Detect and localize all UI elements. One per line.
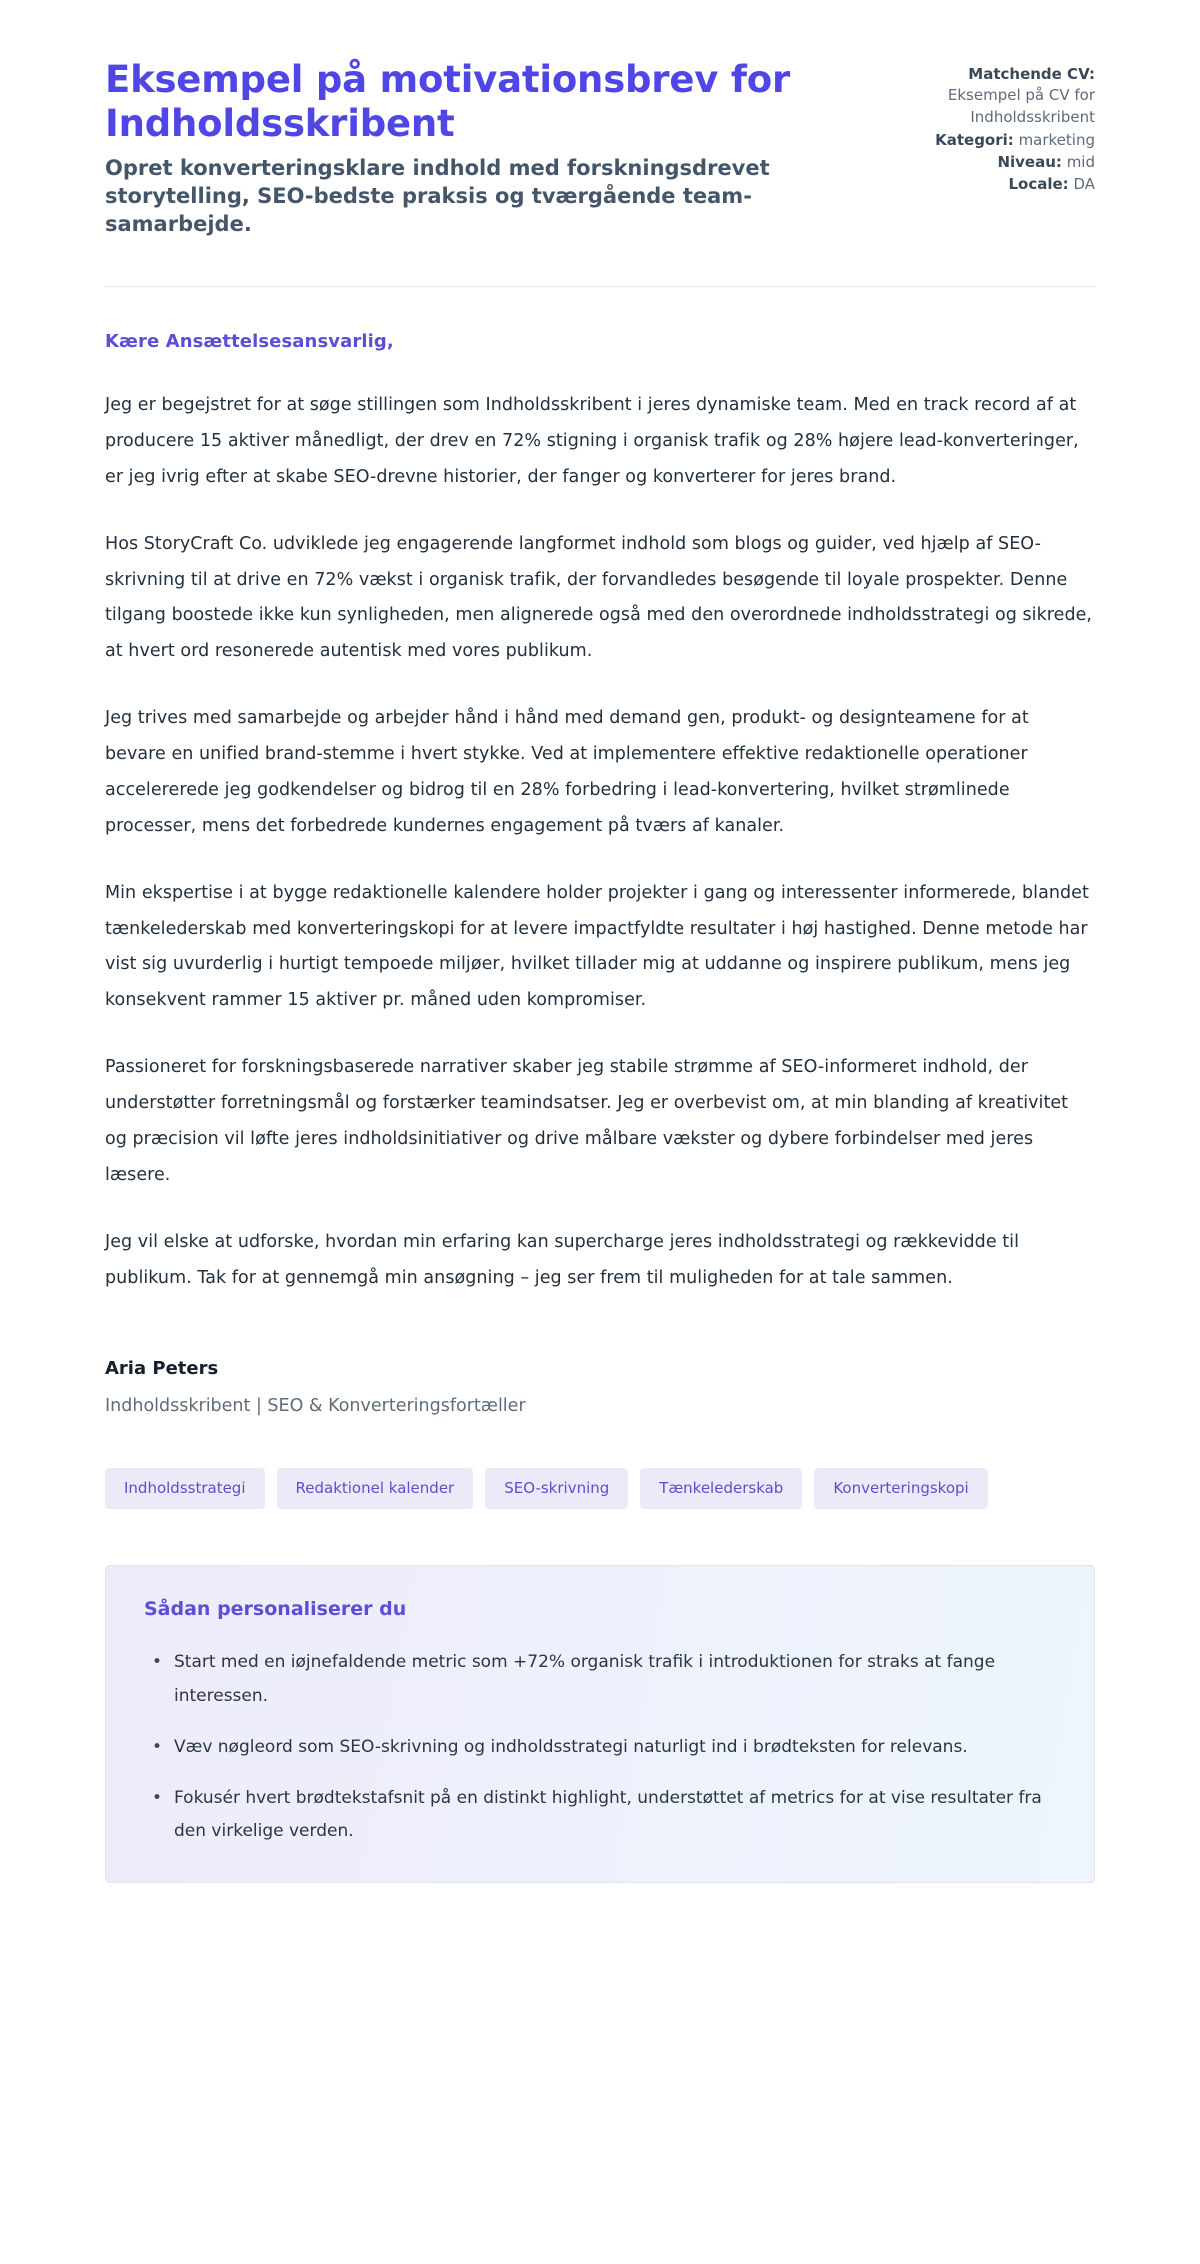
tips-list-item: • Væv nøgleord som SEO-skrivning og indholdsstrategi naturligt ind i brødteksten for relevans. bbox=[144, 1731, 1056, 1764]
skill-tag[interactable]: Indholdsstrategi bbox=[105, 1468, 265, 1509]
skill-tag[interactable]: Konverteringskopi bbox=[814, 1468, 987, 1509]
meta-level-label: Niveau: bbox=[997, 153, 1062, 172]
meta-category bbox=[845, 130, 1095, 151]
personalization-tips-panel bbox=[105, 1565, 1095, 1883]
meta-category-label: Kategori: bbox=[935, 130, 1014, 149]
tips-panel-title: Sådan personaliserer du bbox=[144, 1598, 407, 1621]
skill-tag-list bbox=[105, 1468, 1095, 1509]
header-title-block bbox=[105, 58, 805, 239]
signature-name: Aria Peters bbox=[105, 1358, 219, 1380]
letter-paragraph: Jeg vil elske at udforske, hvordan min erfaring kan supercharge jeres indholdsstrategi og rækkevidde til publikum. Tak for at gennemgå min ansøgning – jeg ser frem til muligheden for at tale sammen. bbox=[105, 1231, 1019, 1288]
document-metadata bbox=[845, 58, 1095, 197]
meta-locale-label: Locale: bbox=[1008, 175, 1069, 194]
signature-block bbox=[105, 1358, 1095, 1416]
letter-paragraph: Min ekspertise i at bygge redaktionelle kalendere holder projekter i gang og interessenter informerede, blandet tænkelederskab med konverteringskopi for at levere impactfyldte resultater i høj hastighed. Denne metode har vist sig uvurderlig i hurtigt tempoede miljøer, hvilket tillader mig at uddanne og inspirere publikum, mens jeg konsekvent rammer 15 aktiver pr. måned uden kompromiser. bbox=[105, 882, 1089, 1011]
skill-tag[interactable]: SEO-skrivning bbox=[485, 1468, 628, 1509]
meta-matching-cv-value: Eksempel på CV for Indholdsskribent bbox=[947, 86, 1095, 126]
letter-paragraph: Jeg er begejstret for at søge stillingen som Indholdsskribent i jeres dynamiske team. Med en track record af at producere 15 aktiver månedligt, der drev en 72% stigning i organisk trafik og 28% højere lead-konverteringer, er jeg ivrig efter at skabe SEO-drevne historier, der fanger og konverterer for jeres brand. bbox=[105, 395, 1079, 487]
letter-paragraph: Hos StoryCraft Co. udviklede jeg engagerende langformet indhold som blogs og guider, ved hjælp af SEO-skrivning til at drive en 72% vækst i organisk trafik, der forvandledes besøgende til loyale prospekter. Denne tilgang boostede ikke kun synligheden, men alignerede også med den overordnede indholdsstrategi og sikrede, at hvert ord resonerede autentisk med vores publikum. bbox=[105, 533, 1093, 662]
meta-locale bbox=[845, 174, 1095, 195]
signature-role: Indholdsskribent | SEO & Konverteringsfortæller bbox=[105, 1396, 526, 1417]
meta-matching-cv-label: Matchende CV: bbox=[968, 65, 1095, 83]
meta-level-value: mid bbox=[1066, 153, 1095, 172]
letter-salutation: Kære Ansættelsesansvarlig, bbox=[105, 331, 394, 353]
meta-level bbox=[845, 152, 1095, 173]
tips-list-item: • Fokusér hvert brødtekstafsnit på en distinkt highlight, understøttet af metrics for at vise resultater fra den virkelige verden. bbox=[144, 1782, 1056, 1848]
skill-tag[interactable]: Tænkelederskab bbox=[640, 1468, 802, 1509]
tips-list bbox=[144, 1646, 1056, 1848]
skill-tag[interactable]: Redaktionel kalender bbox=[277, 1468, 474, 1509]
page-subtitle: Opret konverteringsklare indhold med forskningsdrevet storytelling, SEO-bedste praksis og tværgående team-samarbejde. bbox=[105, 156, 770, 237]
tips-list-item: • Start med en iøjnefaldende metric som +72% organisk trafik i introduktionen for straks at fange interessen. bbox=[144, 1646, 1056, 1712]
letter-paragraph: Passioneret for forskningsbaserede narrativer skaber jeg stabile strømme af SEO-informeret indhold, der understøtter forretningsmål og forstærker teamindsatser. Jeg er overbevist om, at min blanding af kreativitet og præcision vil løfte jeres indholdsinitiativer og drive målbare vækster og dybere forbindelser med jeres læsere. bbox=[105, 1057, 1069, 1185]
letter-paragraph: Jeg trives med samarbejde og arbejder hånd i hånd med demand gen, produkt- og designteamene for at bevare en unified brand-stemme i hvert stykke. Ved at implementere effektive redaktionelle operationer accelererede jeg godkendelser og bidrog til en 28% forbedring i lead-konvertering, hvilket strømlinede processer, mens det forbedrede kundernes engagement på tværs af kanaler. bbox=[105, 708, 1029, 836]
meta-locale-value: DA bbox=[1073, 175, 1095, 194]
meta-category-value: marketing bbox=[1018, 130, 1095, 149]
document-header bbox=[105, 58, 1095, 239]
meta-matching-cv bbox=[845, 64, 1095, 128]
page-title: Eksempel på motivationsbrev for Indholdsskribent bbox=[105, 58, 791, 145]
letter-body bbox=[105, 287, 1095, 1296]
